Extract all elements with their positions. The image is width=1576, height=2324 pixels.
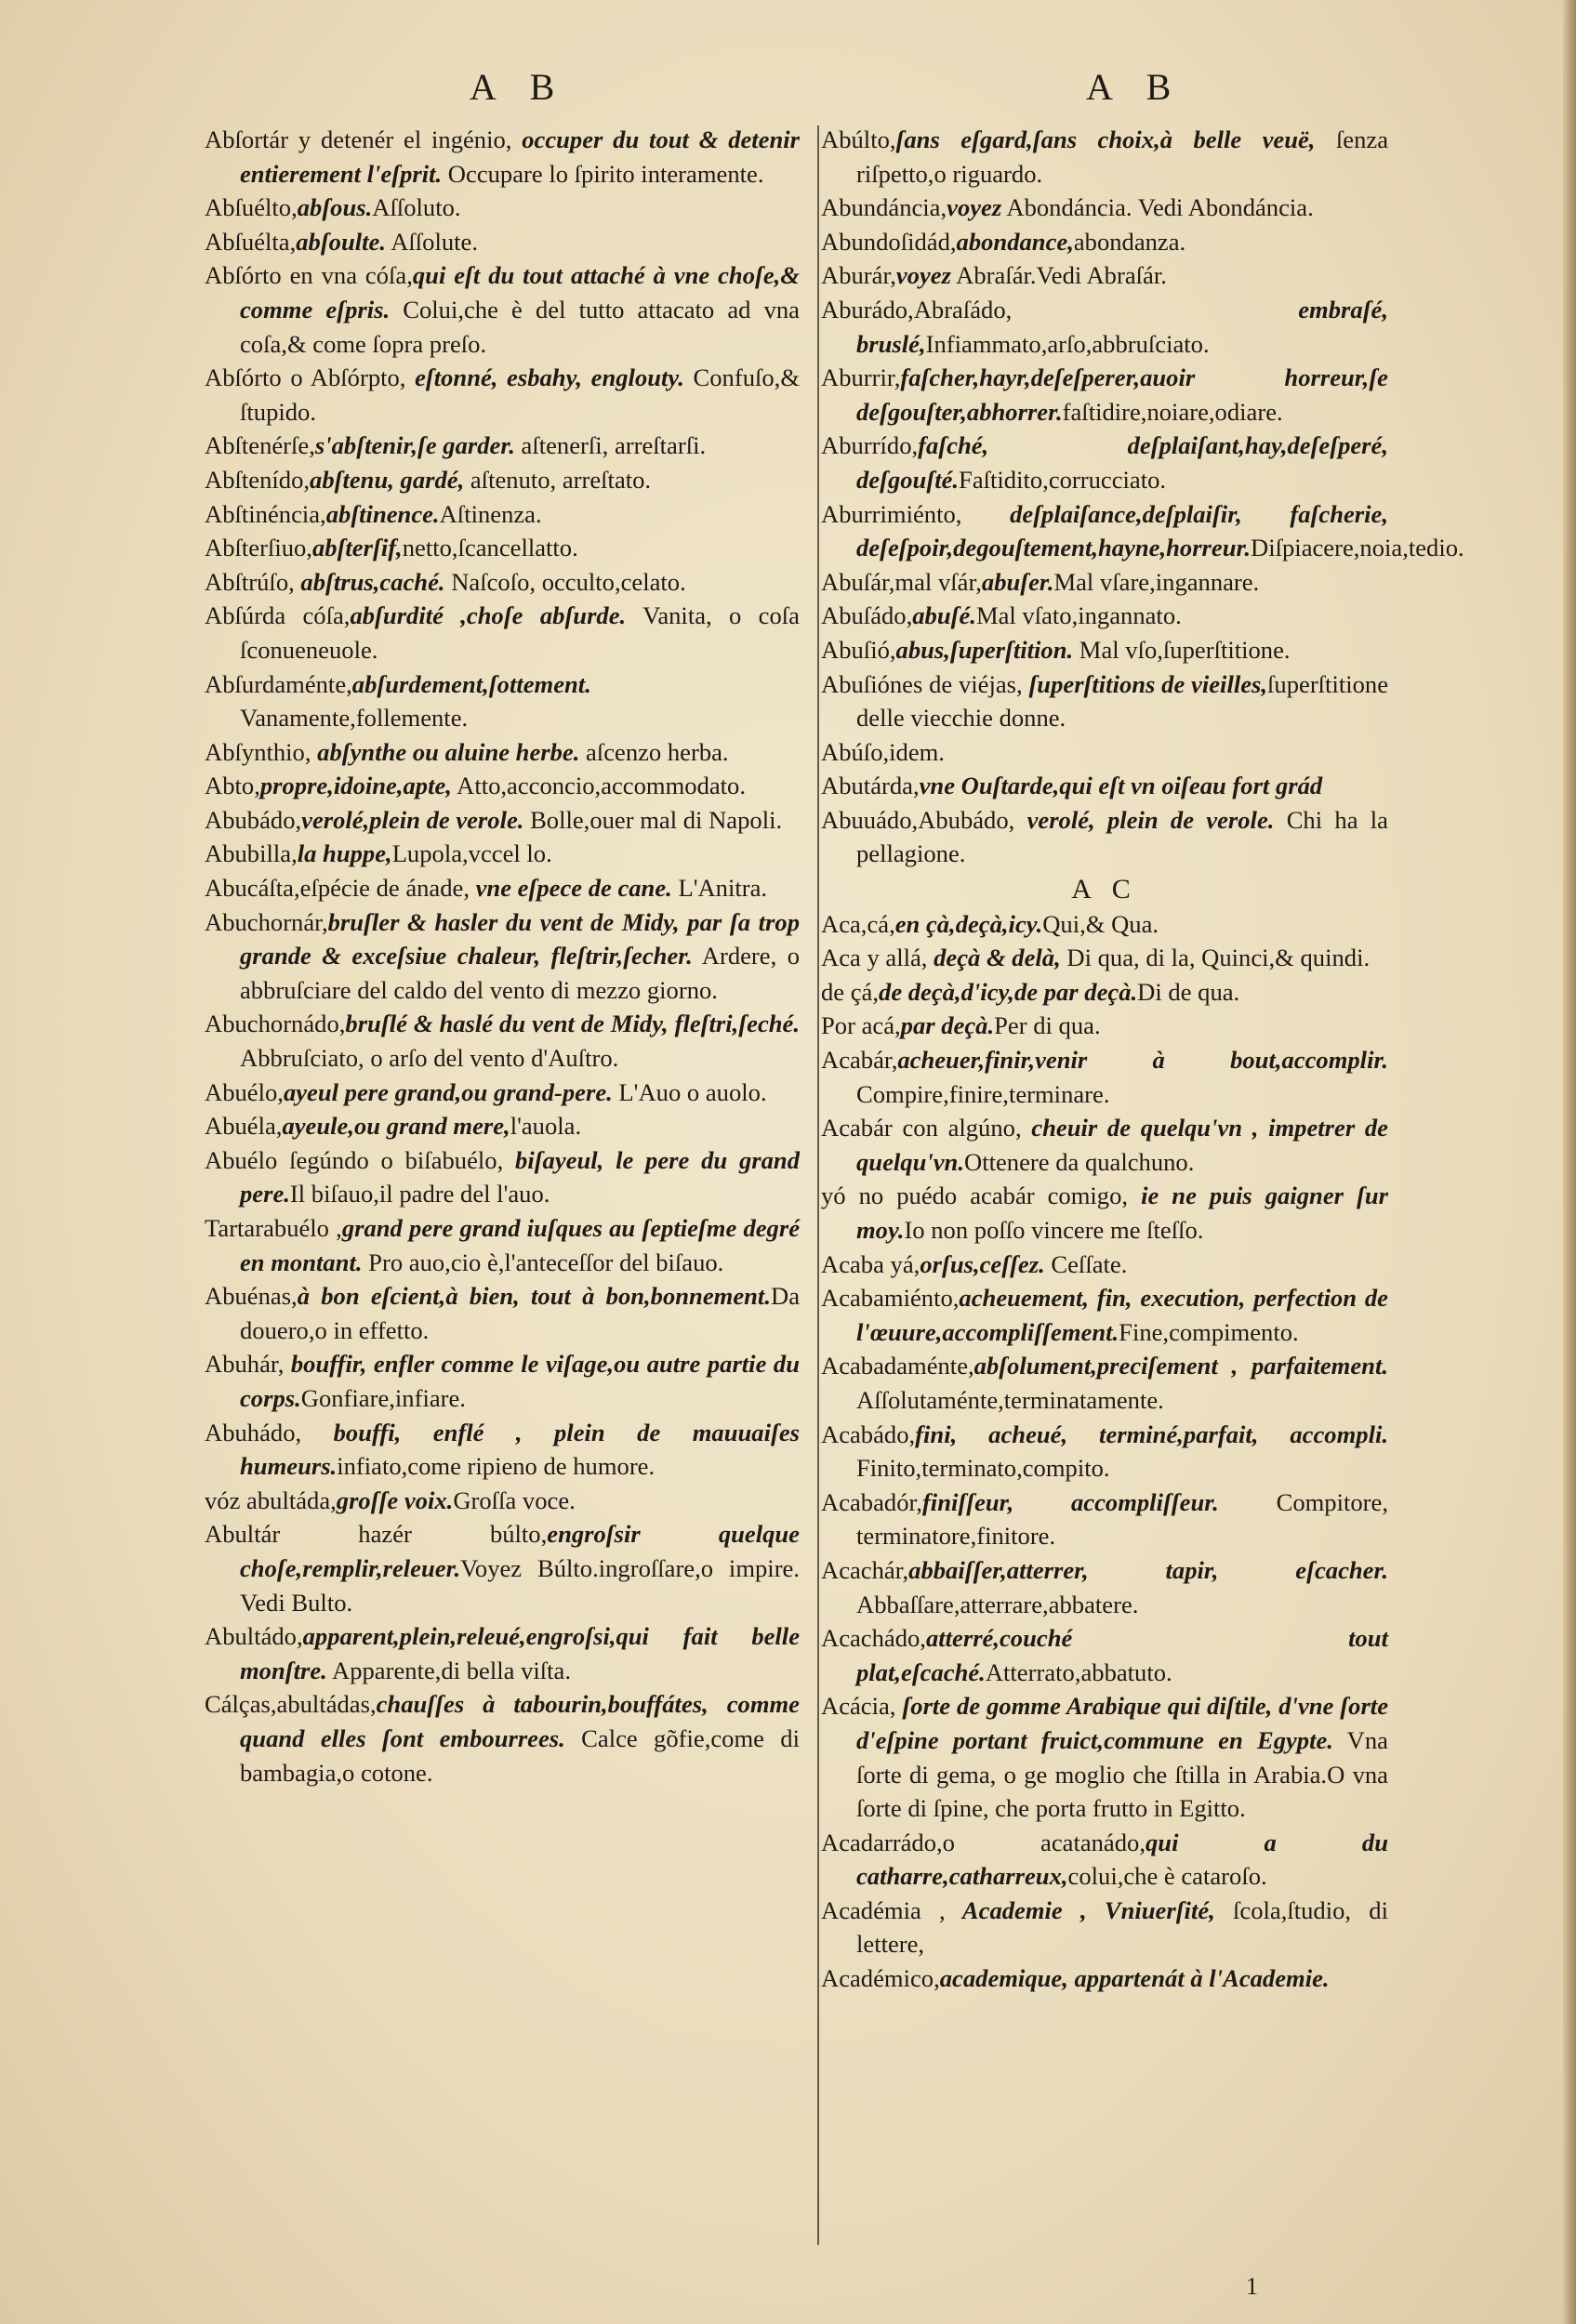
entry-french: vne Ouſtarde,qui eſt vn oiſeau fort grád: [919, 772, 1323, 800]
entry-italian: Qui,& Qua.: [1042, 909, 1159, 938]
entry-headword: Abſtinéncia,: [205, 499, 326, 528]
entry-italian: abondanza.: [1073, 227, 1186, 256]
entry-french: abſtrus,caché.: [294, 567, 445, 596]
entry-french: ie ne puis gaigner ſur moy.: [856, 1182, 1388, 1244]
entry-french: grand pere grand iuſques au ſeptieſme degré en montant.: [240, 1214, 800, 1276]
entry-french: groſſe voix.: [336, 1486, 454, 1514]
entry-french: embraſé, bruslé,: [856, 295, 1388, 358]
entry-headword: Académico,: [821, 1964, 940, 1993]
entry-french: vne eſpece de cane.: [469, 874, 672, 903]
dictionary-entry: [205, 1211, 800, 1279]
entry-italian: Da douero,o in effetto.: [240, 1282, 800, 1344]
dictionary-entry: [205, 565, 800, 600]
entry-headword: Acaba yá,: [821, 1249, 920, 1278]
dictionary-entry: [821, 803, 1388, 871]
dictionary-entry: [821, 975, 1388, 1010]
entry-headword: Abuſár,mal vſár,: [821, 567, 982, 596]
entry-headword: Abuénas,: [205, 1282, 298, 1311]
entry-italian: netto,ſcancellatto.: [402, 534, 578, 562]
dictionary-entry: [821, 123, 1388, 191]
entry-italian: colui,che è cataroſo.: [1067, 1862, 1267, 1891]
entry-italian: Abbruſciato, o arſo del vento d'Auſtro.: [240, 1044, 619, 1073]
entry-french: qui a du catharre,catharreux,: [856, 1828, 1388, 1891]
entry-french: verolé,plein de verole.: [301, 805, 524, 834]
entry-headword: Acácia,: [821, 1692, 896, 1721]
entry-italian: Confuſo,& ſtupido.: [240, 363, 801, 426]
entry-headword: Acachár,: [821, 1555, 909, 1584]
dictionary-entry: [821, 1961, 1388, 1996]
entry-italian: infiato,come ripieno de humore.: [337, 1452, 656, 1481]
entry-headword: Abſterſiuo,: [205, 534, 312, 562]
dictionary-entry: [821, 1179, 1388, 1247]
entry-french: bouffi, enflé , plein de mauuaiſes humeurs.: [240, 1418, 800, 1481]
entry-italian: Groſſa voce.: [453, 1486, 576, 1514]
dictionary-entry: [205, 1143, 800, 1211]
entry-italian: Bolle,ouer mal di Napoli.: [523, 805, 783, 834]
entry-italian: aſcenzo herba.: [579, 737, 729, 766]
dictionary-entry: [821, 191, 1388, 225]
entry-french: atterré,couché tout plat,eſcaché.: [856, 1624, 1388, 1686]
entry-italian: Abondáncia. Vedi Abondáncia.: [1001, 193, 1314, 222]
entry-french: bruſlé & haslé du vent de Midy, fleſtri,ſeché.: [345, 1010, 800, 1038]
dictionary-entry: [205, 1076, 800, 1110]
page-edge: [1563, 0, 1576, 2324]
entry-french: abuſer.: [981, 567, 1054, 596]
entry-french: ayeule,ou grand mere,: [282, 1112, 510, 1141]
entry-french: de deçà,d'icy,de par deçà.: [879, 977, 1138, 1006]
entry-italian: Infiammato,arſo,abbruſciato.: [925, 329, 1210, 358]
entry-french: biſayeul, le pere du grand pere.: [240, 1145, 800, 1208]
entry-french: deſplaiſance,deſplaiſir, faſcherie, deſeſpoir,degouſtement,hayne,horreur.: [856, 499, 1388, 562]
entry-italian: Mal vſato,ingannato.: [975, 601, 1182, 630]
entry-headword: Abſynthio,: [205, 737, 311, 766]
entry-headword: Abſórto o Abſórpto,: [205, 363, 406, 392]
entry-french: acheuement, fin, execution, perfection de l'œuure,accompliſſement.: [856, 1284, 1388, 1346]
entry-italian: Pro auo,cio è,l'anteceſſor del biſauo.: [362, 1248, 724, 1276]
entry-headword: Abſtrúſo,: [205, 567, 295, 596]
entry-headword: Acabamiénto,: [821, 1284, 960, 1313]
entry-headword: Abſurdaménte,: [205, 669, 352, 698]
entry-french: abſtenu, gardé,: [310, 465, 465, 494]
entry-italian: Diſpiacere,noia,tedio.: [1251, 534, 1464, 562]
entry-italian: Mal vſo,ſuperſtitione.: [1073, 635, 1291, 664]
dictionary-entry: [821, 1689, 1388, 1825]
entry-headword: Abundoſidád,: [821, 227, 957, 256]
dictionary-entry: [821, 941, 1388, 975]
entry-headword: Tartarabuélo ,: [205, 1214, 342, 1242]
dictionary-entry: [821, 1621, 1388, 1689]
entry-french: voyez: [947, 193, 1002, 222]
entry-headword: Abultádo,: [205, 1622, 303, 1651]
dictionary-entry: [821, 735, 1388, 770]
entry-french: verolé, plein de verole.: [1014, 805, 1275, 834]
entry-headword: Abuélo,: [205, 1077, 284, 1106]
entry-french: orſus,ceſſez.: [920, 1249, 1045, 1278]
entry-italian: Ceſſate.: [1044, 1249, 1128, 1278]
dictionary-entry: [821, 429, 1388, 496]
entry-italian: Per di qua.: [994, 1011, 1101, 1040]
dictionary-entry: [205, 769, 800, 803]
entry-italian: Faſtidito,corrucciato.: [959, 465, 1167, 494]
dictionary-entry: [821, 633, 1388, 667]
entry-french: bruſler & hasler du vent de Midy, par ſa trop grande & exceſsiue chaleur, fleſtrir,ſecher.: [240, 907, 800, 971]
dictionary-entry: [821, 1111, 1388, 1179]
entry-headword: Abſúrda cóſa,: [205, 601, 351, 630]
dictionary-entry: [205, 735, 800, 770]
entry-italian: Naſcoſo, occulto,celato.: [444, 567, 686, 596]
entry-italian: L'Anitra.: [671, 874, 768, 903]
entry-italian: ſuperſtitione delle viecchie donne.: [856, 669, 1389, 733]
entry-french: qui eſt du tout attaché à vne choſe,& comme eſpris.: [240, 261, 800, 324]
entry-headword: Aca,cá,: [821, 909, 895, 938]
entry-french: abſurdement,ſottement.: [351, 669, 591, 698]
entry-headword: Acabádo,: [821, 1419, 916, 1448]
dictionary-entry: [205, 1619, 800, 1687]
entry-french: ſuperſtitions de vieilles,: [1022, 669, 1268, 698]
dictionary-entry: [205, 497, 800, 532]
dictionary-entry: [205, 871, 800, 905]
entry-italian: Atterrato,abbatuto.: [985, 1657, 1172, 1686]
dictionary-entry: [205, 463, 800, 497]
dictionary-entry: [821, 599, 1388, 633]
entry-headword: Abſtenérſe,: [205, 431, 315, 460]
dictionary-entry: [205, 1416, 800, 1484]
entry-italian: Di qua, di la, Quinci,& quindi.: [1060, 944, 1371, 972]
entry-headword: Acadarrádo,o acatanádo,: [821, 1828, 1146, 1856]
dictionary-entry: [821, 293, 1388, 361]
dictionary-entry: [205, 1007, 800, 1075]
entry-headword: Aburrído,: [821, 431, 919, 460]
entry-headword: Académia ,: [821, 1895, 946, 1924]
entry-italian: Aſſolutaménte,terminatamente.: [856, 1385, 1164, 1414]
entry-french: abſterſif,: [311, 534, 403, 562]
entry-headword: Abuhár,: [205, 1350, 285, 1379]
dictionary-entry: [821, 1248, 1388, 1282]
entry-french: à bon eſcient,à bien, tout à bon,bonnement.: [297, 1282, 771, 1311]
entry-headword: Aburádo,Abraſádo,: [821, 295, 1013, 324]
dictionary-entry: [821, 1009, 1388, 1043]
entry-french: eſtonné, esbahy, englouty.: [405, 363, 684, 392]
entry-headword: Abſórto en vna cóſa,: [205, 261, 413, 290]
entry-headword: Abuuádo,Abubádo,: [821, 805, 1015, 834]
dictionary-entry: [821, 1553, 1388, 1621]
entry-french: abſous.: [297, 193, 373, 222]
entry-french: apparent,plein,releué,engroſsi,qui fait belle monſtre.: [240, 1622, 800, 1684]
entry-french: chauſſes à tabourin,bouffátes, comme quand elles ſont embourrees.: [240, 1690, 800, 1752]
entry-headword: Acachádo,: [821, 1624, 926, 1653]
dictionary-entry: [821, 1418, 1388, 1486]
entry-italian: aſtenuto, arreſtato.: [464, 465, 652, 494]
entry-french: acheuer,finir,venir à bout,accomplir.: [897, 1046, 1388, 1075]
entry-headword: yó no puédo acabár comigo,: [821, 1182, 1129, 1210]
entry-french: propre,idoine,apte,: [259, 772, 452, 800]
dictionary-entry: [205, 1279, 800, 1347]
entry-headword: Abubádo,: [205, 805, 302, 834]
dictionary-entry: [205, 599, 800, 667]
entry-italian: Vna ſorte di gema, o ge moglio che ſtilla in Arabia.O vna ſorte di ſpine, che porta frutto in Egitto.: [856, 1725, 1388, 1823]
entry-italian: faſtidire,noiare,odiare.: [1062, 397, 1283, 426]
entry-french: fini, acheué, terminé,parfait, accompli.: [915, 1419, 1388, 1448]
entry-italian: Aſſoluto.: [372, 193, 461, 222]
entry-french: en çà,deçà,icy.: [894, 909, 1043, 938]
entry-french: abus,ſuperſtition.: [895, 635, 1074, 664]
entry-headword: Abſuélto,: [205, 193, 298, 222]
column-divider: [817, 125, 819, 2245]
dictionary-entry: [205, 191, 800, 225]
dictionary-entry: [821, 1349, 1388, 1417]
entry-headword: Abſuélta,: [205, 227, 297, 256]
dictionary-entry: [205, 803, 800, 838]
entry-italian: aſtenerſi, arreſtarſi.: [514, 431, 707, 460]
entry-headword: Abſortár y detenér el ingénio,: [205, 125, 512, 153]
dictionary-entry: [821, 258, 1388, 293]
dictionary-entry: [205, 1347, 800, 1415]
entry-italian: Compitore, terminatore,finitore.: [856, 1487, 1388, 1551]
entry-headword: Abuchornádo,: [205, 1010, 346, 1038]
entry-headword: Cálças,abultádas,: [205, 1690, 377, 1719]
entry-headword: Abſtenído,: [205, 465, 311, 494]
section-heading: A C: [1071, 874, 1138, 905]
entry-french: engroſsir quelque choſe,remplir,releuer.: [240, 1520, 800, 1582]
entry-headword: Acabár,: [821, 1046, 898, 1075]
dictionary-entry: [205, 1484, 800, 1518]
entry-headword: Acabár con algúno,: [821, 1114, 1022, 1142]
entry-italian: Di de qua.: [1137, 977, 1240, 1006]
right-column: [821, 123, 1464, 1996]
dictionary-entry: [205, 1517, 800, 1619]
entry-french: cheuir de quelqu'vn , impetrer de quelqu'vn.: [856, 1114, 1388, 1176]
entry-headword: Acabadaménte,: [821, 1352, 974, 1380]
dictionary-entry: [205, 1687, 800, 1789]
dictionary-entry: [205, 429, 800, 463]
entry-french: abſtinence.: [325, 499, 440, 528]
entry-headword: Abuchornár,: [205, 907, 328, 936]
entry-headword: Abuſádo,: [821, 601, 913, 630]
left-column: [205, 123, 800, 1789]
entry-italian: Ardere, o abbruſciare del caldo del vento di mezzo giorno.: [240, 942, 800, 1004]
entry-italian: ſenza riſpetto,o riguardo.: [856, 125, 1389, 188]
entry-headword: Abubilla,: [205, 839, 298, 868]
dictionary-entry: [821, 1281, 1388, 1349]
entry-french: ayeul pere grand,ou grand-pere.: [283, 1077, 613, 1106]
entry-italian: Aſſolute.: [386, 227, 479, 256]
entry-italian: l'auola.: [510, 1112, 582, 1141]
dictionary-entry: [821, 1043, 1388, 1111]
entry-headword: Aburrir,: [821, 363, 901, 392]
dictionary-entry: [821, 225, 1388, 259]
entry-italian: Abbaſſare,atterrare,abbatere.: [856, 1590, 1139, 1618]
entry-headword: Acabadór,: [821, 1487, 922, 1516]
dictionary-entry: [821, 1486, 1388, 1553]
entry-headword: Por acá,: [821, 1011, 901, 1040]
entry-headword: de çá,: [821, 977, 880, 1006]
dictionary-entry: [821, 1894, 1388, 1961]
entry-italian: Atto,acconcio,accommodato.: [451, 772, 746, 800]
entry-headword: Aca y allá,: [821, 944, 928, 972]
dictionary-entry: [205, 667, 800, 735]
entry-headword: Abúſo,idem.: [821, 737, 945, 766]
entry-headword: Abuéla,: [205, 1112, 283, 1141]
entry-italian: Vanita, o coſa ſconueneuole.: [240, 601, 800, 664]
entry-french: finiſſeur, accompliſſeur.: [921, 1487, 1219, 1516]
entry-french: faſché, deſplaiſant,hay,deſeſperé, deſgouſté.: [856, 431, 1388, 494]
entry-headword: Aburár,: [821, 261, 896, 290]
entry-headword: Abucáſta,eſpécie de ánade,: [205, 874, 470, 903]
entry-french: abſynthe ou aluine herbe.: [311, 737, 580, 766]
entry-headword: Abúlto,: [821, 125, 896, 153]
entry-headword: Aburrimiénto,: [821, 499, 962, 528]
entry-italian: Io non poſſo vincere me ſteſſo.: [904, 1216, 1204, 1244]
entry-french: faſcher,hayr,deſeſperer,auoir horreur,ſe deſgouſter,abhorrer.: [856, 363, 1388, 426]
dictionary-entry: [205, 361, 800, 429]
entry-french: academique, appartenát à l'Academie.: [939, 1964, 1330, 1993]
entry-italian: Compire,finire,terminare.: [856, 1079, 1110, 1108]
entry-headword: Abuſiónes de viéjas,: [821, 669, 1023, 698]
entry-italian: L'Auo o auolo.: [612, 1077, 767, 1106]
entry-french: voyez: [895, 261, 951, 290]
dictionary-entry: [205, 123, 800, 191]
entry-french: abſolument,preciſement , parfaitement.: [973, 1352, 1388, 1380]
dictionary-entry: [205, 531, 800, 565]
dictionary-entry: [205, 905, 800, 1008]
dictionary-entry: [821, 667, 1388, 735]
footer-mark: 1: [1246, 2273, 1258, 2300]
entry-french: abſoulte.: [296, 227, 387, 256]
dictionary-entry: [205, 225, 800, 259]
entry-italian: Gonfiare,infiare.: [300, 1383, 466, 1412]
right-column-header: A B: [1086, 66, 1185, 108]
entry-headword: Abuſió,: [821, 635, 896, 664]
entry-french: bouffir, enfler comme le viſage,ou autre partie du corps.: [240, 1350, 800, 1412]
entry-headword: vóz abultáda,: [205, 1486, 337, 1514]
entry-french: abuſé.: [912, 601, 976, 630]
dictionary-entry: [821, 907, 1388, 942]
entry-italian: Vanamente,follemente.: [240, 704, 469, 733]
entry-headword: Abultár hazér búlto,: [205, 1520, 548, 1549]
entry-headword: Abutárda,: [821, 772, 920, 800]
entry-french: s'abſtenir,ſe garder.: [314, 431, 515, 460]
entry-french: abondance,: [956, 227, 1074, 256]
entry-italian: Chi ha la pellagione.: [856, 805, 1388, 868]
entry-italian: Abraſár.Vedi Abraſár.: [950, 261, 1167, 290]
entry-french: par deçà.: [900, 1011, 995, 1040]
entry-french: ſorte de gomme Arabique qui diſtile, d'vne ſorte d'eſpine portant fruict,commune en Egypte.: [856, 1692, 1388, 1754]
dictionary-entry: [205, 258, 800, 361]
dictionary-entry: [821, 769, 1388, 803]
entry-french: Academie , Vniuerſité,: [945, 1895, 1215, 1924]
entry-italian: Mal vſare,ingannare.: [1053, 567, 1260, 596]
entry-french: abbaiſſer,atterrer, tapir, eſcacher.: [908, 1555, 1388, 1584]
dictionary-entry: [821, 1826, 1388, 1894]
entry-headword: Abundáncia,: [821, 193, 947, 222]
entry-italian: Finito,terminato,compito.: [856, 1454, 1110, 1483]
entry-italian: Colui,che è del tutto attacato ad vna coſa,& come ſopra preſo.: [240, 295, 800, 358]
entry-headword: Abto,: [205, 772, 260, 800]
entry-italian: Occupare lo ſpirito interamente.: [442, 159, 764, 188]
entry-italian: ſcola,ſtudio, di lettere,: [856, 1895, 1388, 1959]
dictionary-entry: [205, 1109, 800, 1143]
entry-italian: Aſtinenza.: [439, 499, 542, 528]
dictionary-entry: [205, 837, 800, 871]
dictionary-entry: [821, 361, 1388, 429]
dictionary-entry: [821, 497, 1464, 565]
entry-italian: Ottenere da qualchuno.: [964, 1147, 1195, 1176]
entry-italian: Il biſauo,il padre del l'auo.: [289, 1180, 550, 1208]
entry-headword: Abuélo ſegúndo o biſabuélo,: [205, 1145, 504, 1174]
dictionary-entry: [821, 565, 1388, 600]
entry-french: deçà & delà,: [927, 944, 1061, 972]
entry-headword: Abuhádo,: [205, 1418, 302, 1446]
entry-italian: Apparente,di bella viſta.: [326, 1656, 571, 1684]
entry-french: occuper du tout & detenir entierement l'eſprit.: [240, 125, 801, 188]
entry-italian: Calce gõfie,come di bambagia,o cotone.: [240, 1723, 800, 1787]
entry-italian: Voyez Búlto.ingroſſare,o impire. Vedi Bulto.: [240, 1553, 800, 1617]
entry-french: la huppe,: [297, 839, 392, 868]
entry-french: ſans eſgard,ſans choix,à belle veuë,: [895, 125, 1316, 153]
entry-french: abſurdité ,choſe abſurde.: [350, 601, 627, 630]
left-column-header: A B: [470, 66, 568, 108]
entry-italian: Lupola,vccel lo.: [391, 839, 552, 868]
entry-italian: Fine,compimento.: [1119, 1317, 1299, 1346]
